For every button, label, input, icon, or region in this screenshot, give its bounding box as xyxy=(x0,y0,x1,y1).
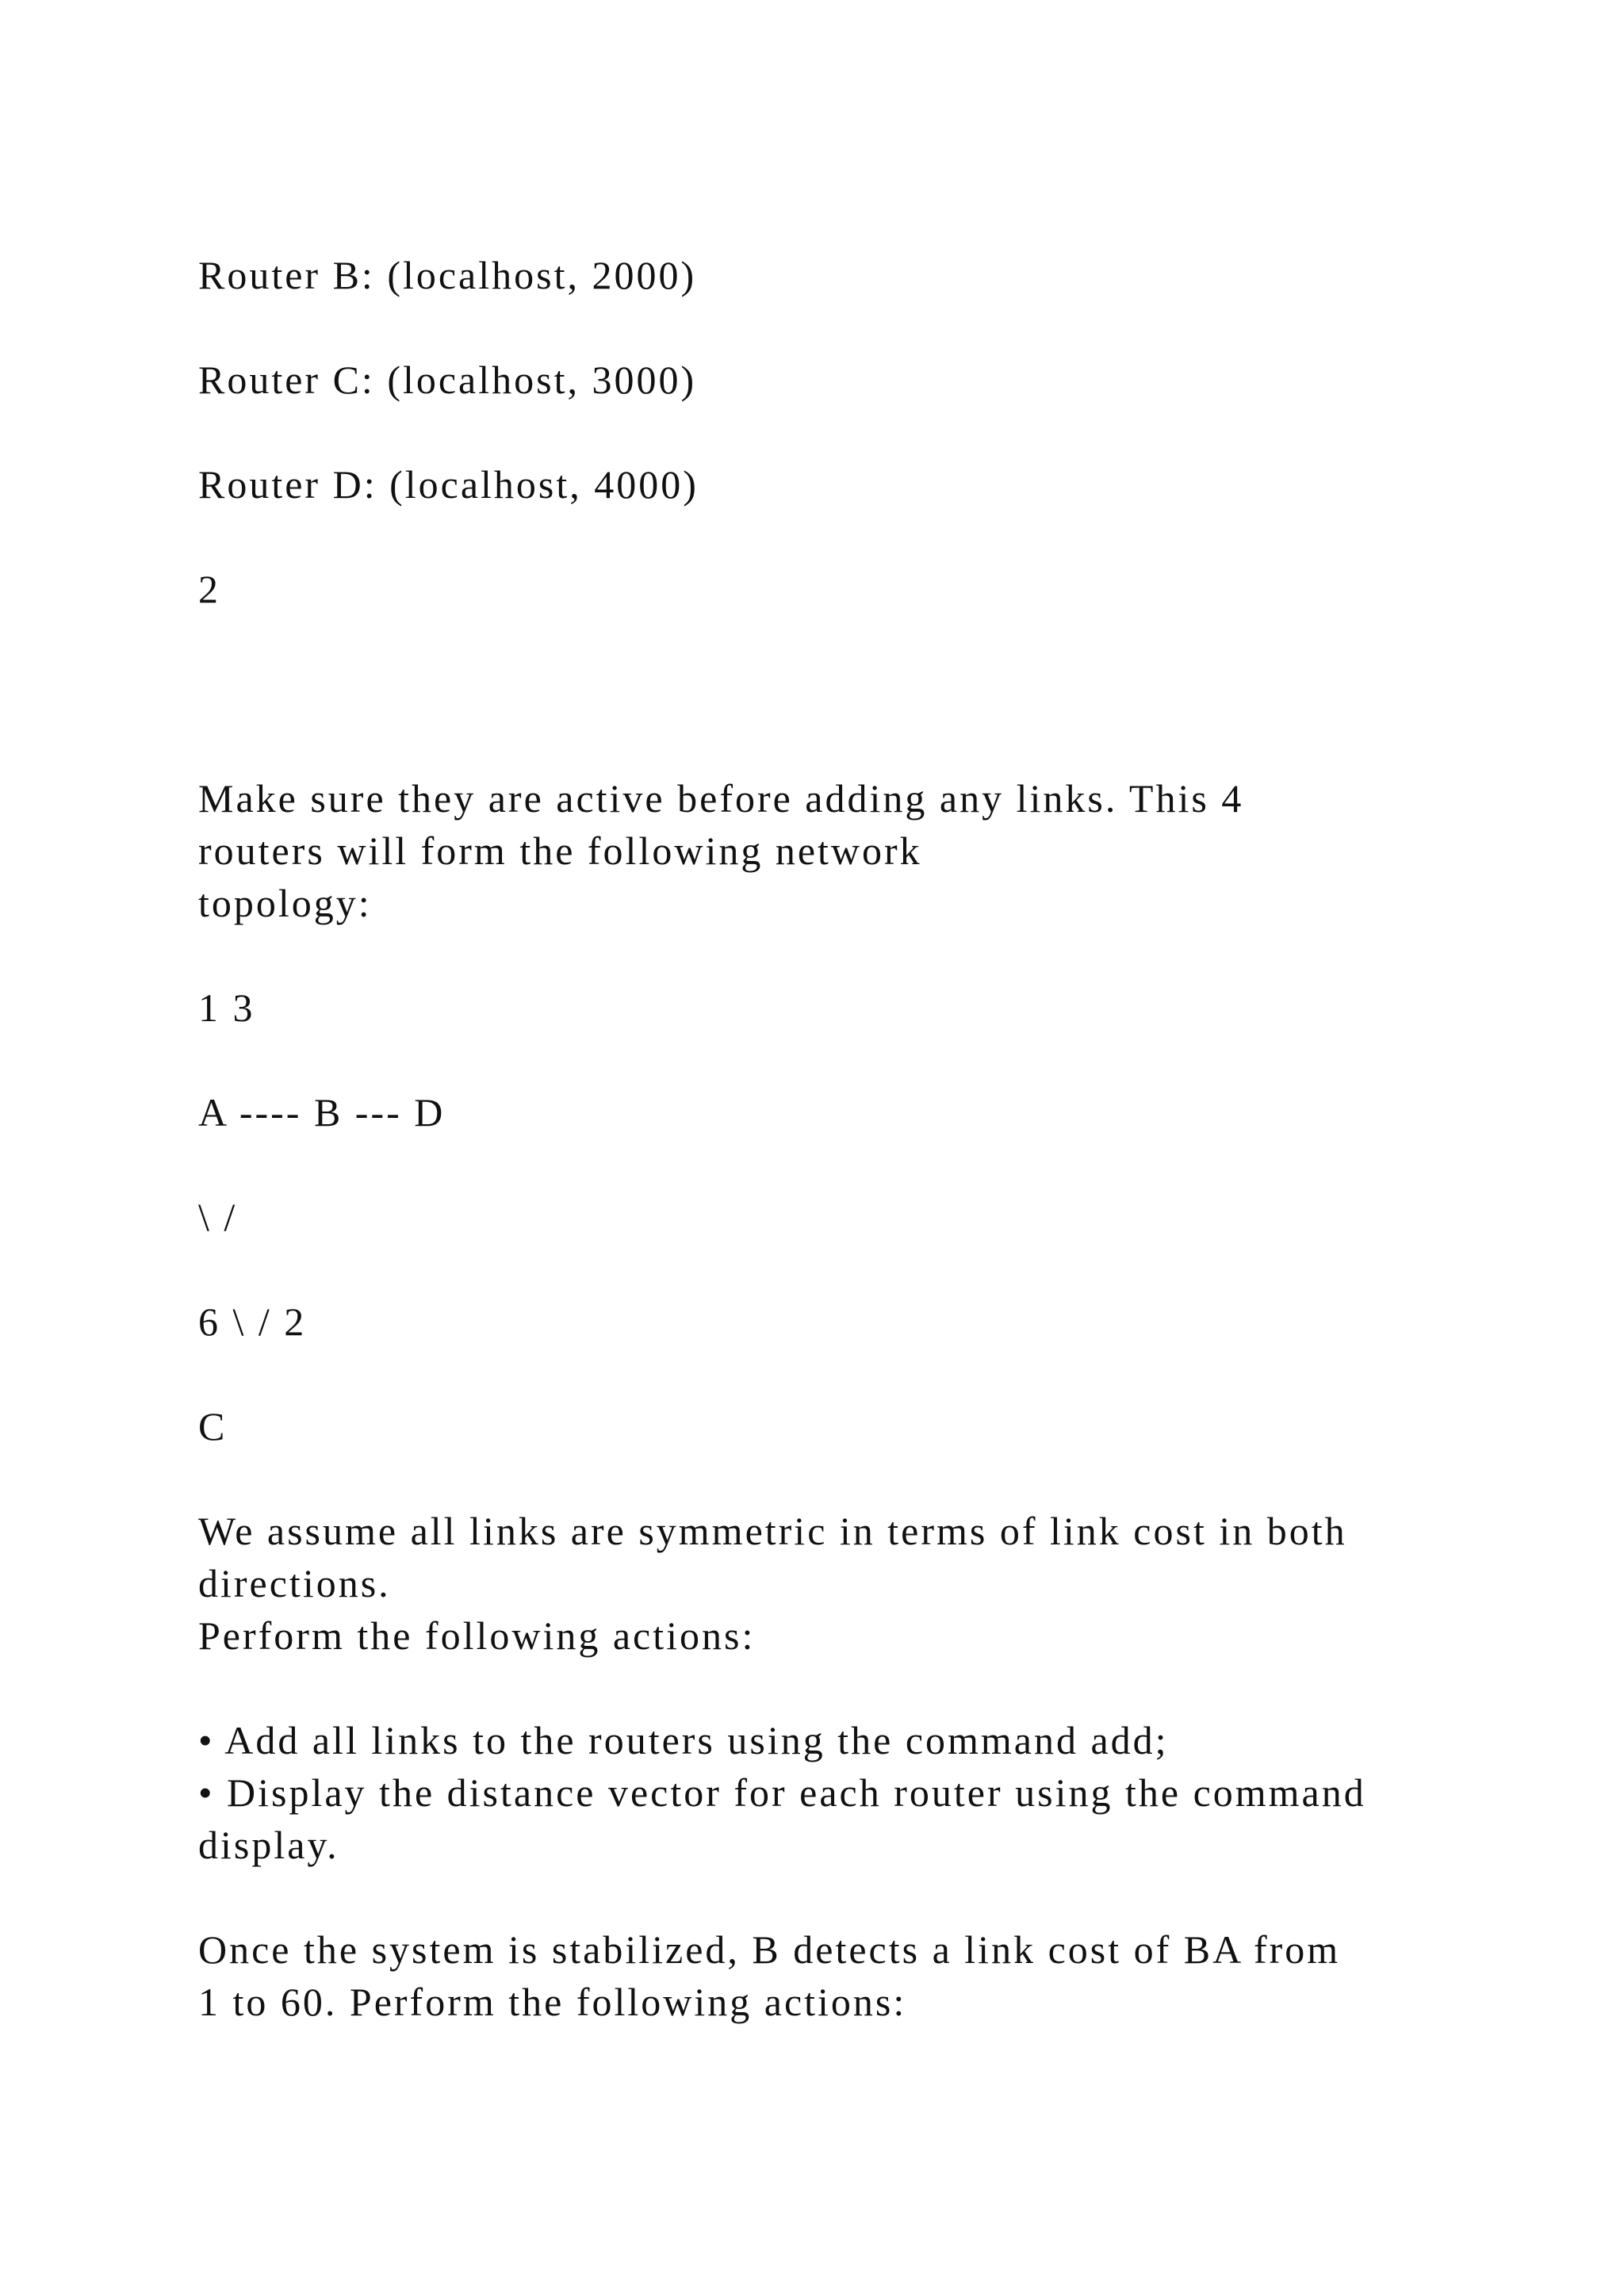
page-number: 2 xyxy=(198,567,220,611)
topology-slashes: \ / xyxy=(198,1195,238,1239)
bullet-display-vector-cont: display. xyxy=(198,1823,339,1867)
text-line-router-c: Router C: (localhost, 3000) xyxy=(198,358,697,402)
text-line-stabilized-1: Once the system is stabilized, B detects a link cost of BA from xyxy=(198,1927,1341,1972)
bullet-add-links: • Add all links to the routers using the command add; xyxy=(198,1718,1169,1762)
text-line-symmetric-2: directions. xyxy=(198,1561,391,1605)
text-line-stabilized-2: 1 to 60. Perform the following actions: xyxy=(198,1980,907,2024)
text-line-actions-heading: Perform the following actions: xyxy=(198,1613,756,1658)
text-line-router-b: Router B: (localhost, 2000) xyxy=(198,253,697,297)
bullet-display-vector: • Display the distance vector for each router using the command xyxy=(198,1770,1366,1815)
topology-cost-labels: 1 3 xyxy=(198,985,255,1030)
topology-node-c: C xyxy=(198,1404,228,1448)
text-line-router-d: Router D: (localhost, 4000) xyxy=(198,462,699,507)
text-line-intro-2: routers will form the following network xyxy=(198,828,922,873)
text-line-symmetric-1: We assume all links are symmetric in terms of link cost in both xyxy=(198,1509,1347,1553)
text-line-intro-3: topology: xyxy=(198,881,372,925)
topology-lower-costs: 6 \ / 2 xyxy=(198,1299,307,1344)
text-line-intro-1: Make sure they are active before adding any links. This 4 xyxy=(198,776,1244,821)
topology-top-row: A ---- B --- D xyxy=(198,1090,446,1135)
